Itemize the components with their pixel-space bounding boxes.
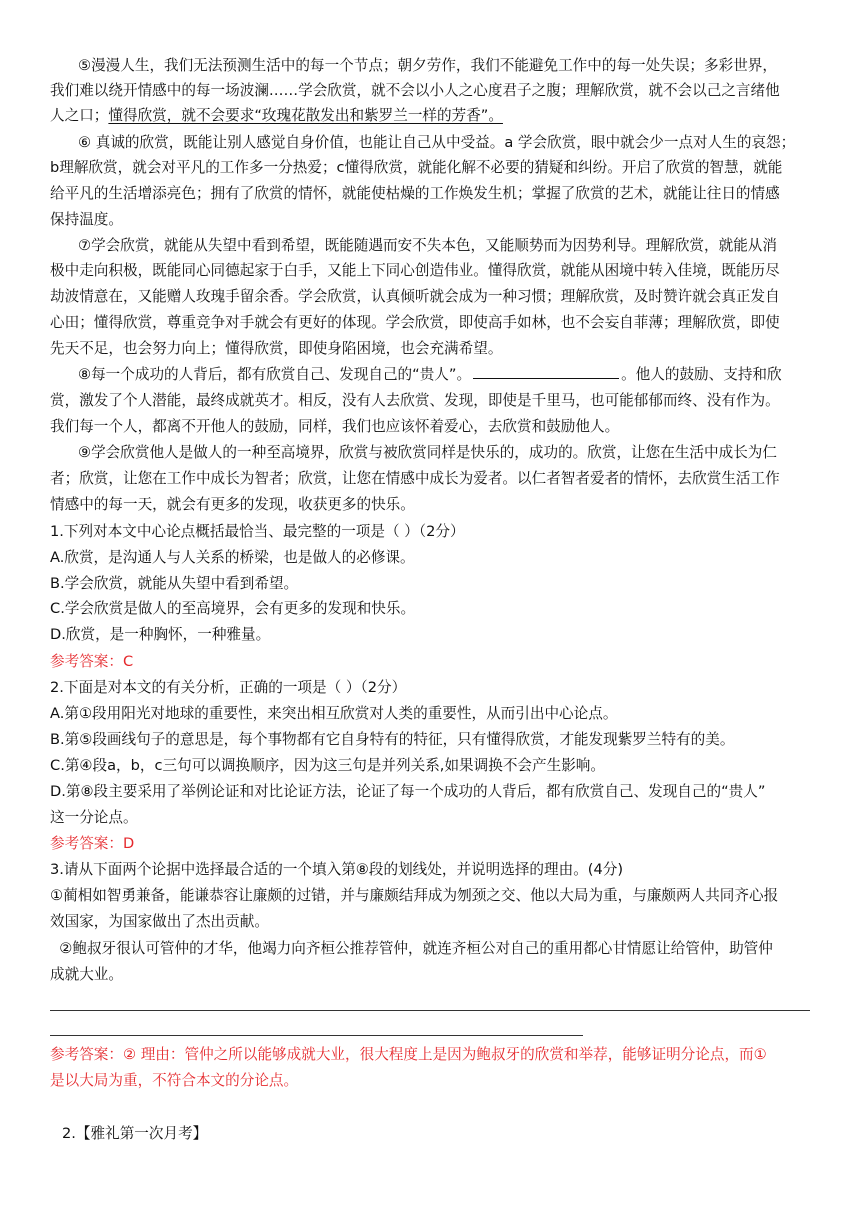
q2-option-d-line-1: D.第⑧段主要采用了举例论证和对比论证方法，论证了每一个成功的人背后，都有欣赏自己、发现自己的“贵人” — [50, 783, 766, 800]
q1-answer: 参考答案：C — [50, 653, 134, 670]
q3-stem: 3.请从下面两个论据中选择最合适的一个填入第⑧段的划线处，并说明选择的理由。(4分) — [50, 861, 624, 878]
p7-line-5: 先天不足，也会努力向上；懂得欣赏，即使身陷困境，也会充满希望。 — [50, 340, 503, 357]
p7-line-3: 劫波情意在，又能赠人玫瑰手留余香。学会欣赏，认真倾听就会成为一种习惯；理解欣赏，及时赞许就会真正发自 — [50, 288, 780, 305]
q3-answer-line-2: 是以大局为重，不符合本文的分论点。 — [50, 1072, 299, 1089]
p5-line-1: ⑤漫漫人生，我们无法预测生活中的每一个节点；朝夕劳作，我们不能避免工作中的每一处失误；多彩世界， — [78, 57, 777, 74]
q3-evidence-2-line-2: 成就大业。 — [50, 966, 123, 983]
p7-line-4: 心田；懂得欣赏，尊重竞争对手就会有更好的体现。学会欣赏，即使高手如林，也不会妄自菲薄；理解欣赏，即使 — [50, 314, 780, 331]
next-question-heading: 2.【雅礼第一次月考】 — [62, 1125, 208, 1142]
p8-line-1 — [78, 364, 810, 386]
q3-evidence-2-line-1: ②鲍叔牙很认可管仲的才华，他竭力向齐桓公推荐管仲，就连齐桓公对自己的重用都心甘情愿让给管仲，助管仲 — [50, 940, 773, 957]
q2-option-a: A.第①段用阳光对地球的重要性，来突出相互欣赏对人类的重要性，从而引出中心论点。 — [50, 705, 618, 722]
p6-line-1: ⑥ 真诚的欣赏，既能让别人感觉自身价值，也能让自己从中受益。a 学会欣赏，眼中就会少一点对人生的哀怨； — [78, 134, 796, 151]
p5-underlined-sentence: 懂得欣赏，就不会要求“玫瑰花散发出和紫罗兰一样的芳香”。 — [108, 107, 503, 124]
q2-option-b: B.第⑤段画线句子的意思是，每个事物都有它自身特有的特征，只有懂得欣赏，才能发现紫罗兰特有的美。 — [50, 731, 735, 748]
q1-stem: 1.下列对本文中心论点概括最恰当、最完整的一项是（ ）（2分） — [50, 523, 465, 540]
p5-line-3-text: 人之口； — [50, 107, 109, 124]
p6-line-3: 给平凡的生活增添亮色；拥有了欣赏的情怀，就能使枯燥的工作焕发生机；掌握了欣赏的艺术，就能让往日的情感 — [50, 185, 780, 202]
p8-line-2: 赏，激发了个人潜能，最终成就英才。相反，没有人去欣赏、发现，即使是千里马，也可能郁郁而终、没有作为。 — [50, 392, 780, 409]
p6-line-4: 保持温度。 — [50, 211, 123, 228]
p6-line-2: b理解欣赏，就会对平凡的工作多一分热爱；c懂得欣赏，就能化解不必要的猜疑和纠纷。开启了欣赏的智慧，就能 — [50, 159, 783, 176]
q3-answer-line-1: 参考答案：② 理由：管仲之所以能够成就大业，很大程度上是因为鲍叔牙的欣赏和举荐，能够证明分论点，而① — [50, 1046, 767, 1063]
q1-option-a: A.欣赏，是沟通人与人关系的桥梁，也是做人的必修课。 — [50, 549, 415, 566]
p9-line-1: ⑨学会欣赏他人是做人的一种至高境界，欣赏与被欣赏同样是快乐的，成功的。欣赏，让您在生活中成长为仁 — [78, 444, 777, 461]
p9-line-2: 者；欣赏，让您在工作中成长为智者；欣赏，让您在情感中成长为爱者。以仁者智者爱者的情怀，去欣赏生活工作 — [50, 470, 780, 487]
answer-line-1 — [50, 1010, 810, 1011]
p7-line-1: ⑦学会欣赏，就能从失望中看到希望，既能随遇而安不失本色，又能顺势而为因势利导。理解欣赏，就能从消 — [78, 237, 777, 254]
p8-text-before-blank: ⑧每一个成功的人背后，都有欣赏自己、发现自己的“贵人”。 — [78, 366, 472, 383]
answer-line-2 — [50, 1035, 583, 1036]
q1-option-c: C.学会欣赏是做人的至高境界，会有更多的发现和快乐。 — [50, 600, 416, 617]
q1-option-d: D.欣赏，是一种胸怀，一种雅量。 — [50, 626, 271, 643]
q2-option-d-line-2: 这一分论点。 — [50, 809, 138, 826]
p8-line-3: 我们每一个人，都离不开他人的鼓励，同样，我们也应该怀着爱心，去欣赏和鼓励他人。 — [50, 418, 620, 435]
q1-option-b: B.学会欣赏，就能从失望中看到希望。 — [50, 575, 299, 592]
p5-line-2: 我们难以绕开情感中的每一场波澜……学会欣赏，就不会以小人之心度君子之腹；理解欣赏，就不会以己之言绪他 — [50, 82, 780, 99]
q3-evidence-1-line-2: 效国家，为国家做出了杰出贡献。 — [50, 913, 269, 930]
q3-evidence-1-line-1: ①蔺相如智勇兼备，能谦恭容让廉颇的过错，并与廉颇结拜成为刎颈之交、他以大局为重，与廉颇两人共同齐心报 — [50, 887, 779, 904]
p7-line-2: 极中走向积极，既能同心同德起家于白手，又能上下同心创造伟业。懂得欣赏，就能从困境中转入佳境，既能历尽 — [50, 262, 780, 279]
q2-answer: 参考答案：D — [50, 835, 135, 852]
p8-fill-blank — [473, 366, 619, 379]
p9-line-3: 情感中的每一天，就会有更多的发现，收获更多的快乐。 — [50, 496, 415, 513]
q2-stem: 2.下面是对本文的有关分析，正确的一项是（ ）（2分） — [50, 679, 407, 696]
p8-text-after-blank: 。他人的鼓励、支持和欣 — [621, 366, 782, 383]
p5-line-3 — [50, 105, 810, 127]
q2-option-c: C.第④段a，b，c三句可以调换顺序，因为这三句是并列关系,如果调换不会产生影响。 — [50, 757, 605, 774]
